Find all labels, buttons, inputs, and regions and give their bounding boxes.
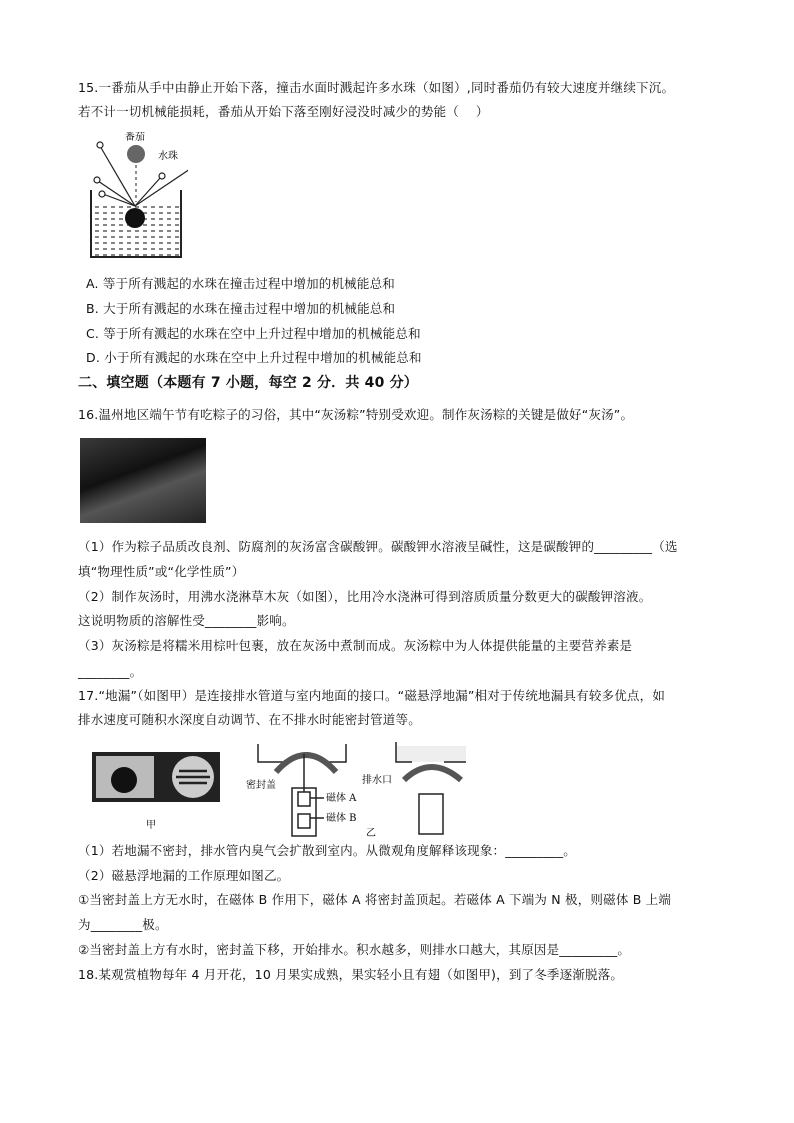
label-drain-outlet: 排水口 (362, 775, 392, 786)
tomato-icon (127, 145, 145, 163)
label-magnet-b: 磁体 B (326, 813, 357, 824)
q16-part1-line1: （1）作为粽子品质改良剂、防腐剂的灰汤富含碳酸钾。碳酸钾水溶液呈碱性，这是碳酸钾的_________（选 (78, 539, 678, 554)
q17-floor-drain-figure (86, 738, 466, 838)
q17-stem-line2: 排水速度可随积水深度自动调节、在不排水时能密封管道等。 (78, 712, 421, 727)
q17-stem-line1: 17.“地漏”（如图甲）是连接排水管道与室内地面的接口。“磁悬浮地漏”相对于传统地漏具有较多优点，如 (78, 688, 666, 703)
q17-part1: （1）若地漏不密封，排水管内臭气会扩散到室内。从微观角度解释该现象：_________。 (78, 843, 577, 858)
q16-ash-photo (80, 438, 206, 523)
label-droplet: 水珠 (158, 151, 178, 162)
section-heading: 二、填空题（本题有 7 小题，每空 2 分．共 40 分） (78, 375, 419, 391)
q15-option-d[interactable]: D. 小于所有溅起的水珠在空中上升过程中增加的机械能总和 (86, 350, 422, 365)
q16-stem: 16.温州地区端午节有吃粽子的习俗，其中“灰汤粽”特别受欢迎。制作灰汤粽的关键是做好“灰汤”。 (78, 407, 634, 422)
q16-part3-line1: （3）灰汤粽是将糯米用棕叶包裹，放在灰汤中煮制而成。灰汤粽中为人体提供能量的主要营养素是 (78, 638, 633, 653)
q16-part1-line2: 填“物理性质”或“化学性质”） (78, 564, 245, 579)
q15-option-c[interactable]: C. 等于所有溅起的水珠在空中上升过程中增加的机械能总和 (86, 326, 421, 341)
label-seal-cover: 密封盖 (246, 780, 276, 791)
q16-part3-line2: ________。 (78, 664, 143, 679)
q15-option-a[interactable]: A. 等于所有溅起的水珠在撞击过程中增加的机械能总和 (86, 276, 395, 291)
q17-sub1-line2: 为________极。 (78, 917, 168, 932)
label-tomato: 番茄 (125, 132, 145, 143)
q16-part2-line1: （2）制作灰汤时，用沸水浇淋草木灰（如图），比用冷水浇淋可得到溶质质量分数更大的碳酸钾溶液。 (78, 589, 652, 604)
q16-part2-line2: 这说明物质的溶解性受________影响。 (78, 613, 295, 628)
q17-part2: （2）磁悬浮地漏的工作原理如图乙。 (78, 868, 290, 883)
q17-sub1-line1: ①当密封盖上方无水时，在磁体 B 作用下，磁体 A 将密封盖顶起。若磁体 A 下端为 N 极，则磁体 B 上端 (78, 892, 672, 907)
q18-stem: 18.某观赏植物每年 4 月开花，10 月果实成熟，果实轻小且有翅（如图甲)，到了冬季逐渐脱落。 (78, 967, 624, 982)
label-jia: 甲 (146, 820, 156, 831)
q15-option-b[interactable]: B. 大于所有溅起的水珠在撞击过程中增加的机械能总和 (86, 301, 396, 316)
q15-tomato-figure (78, 132, 188, 260)
label-yi: 乙 (366, 828, 376, 838)
q17-sub2: ②当密封盖上方有水时，密封盖下移，开始排水。积水越多，则排水口越大，其原因是_________。 (78, 942, 631, 957)
label-magnet-a: 磁体 A (326, 793, 357, 804)
q15-stem-line1: 15.一番茄从手中由静止开始下落，撞击水面时溅起许多水珠（如图）,同时番茄仍有较大速度并继续下沉。 (78, 80, 675, 95)
q15-stem-line2: 若不计一切机械能损耗，番茄从开始下落至刚好浸没时减少的势能（ ） (78, 104, 489, 119)
